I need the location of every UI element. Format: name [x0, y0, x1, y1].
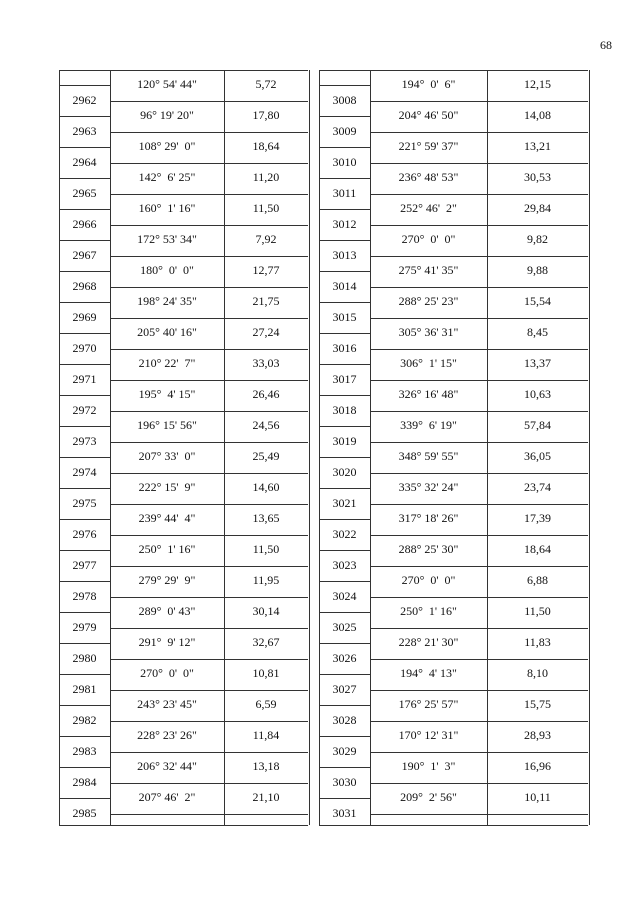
segment-length: 11,50 — [252, 542, 280, 556]
segment-length: 9,88 — [527, 263, 548, 277]
point-number: 3021 — [332, 496, 357, 510]
point-number: 3020 — [332, 465, 357, 479]
segment-length: 11,83 — [524, 635, 551, 649]
table-rule — [110, 504, 308, 505]
table-rule — [59, 147, 110, 148]
bearing-angle: 239° 44' 4" — [138, 511, 196, 525]
table-rule — [59, 825, 308, 826]
point-number: 2968 — [72, 279, 97, 293]
bearing-angle: 194° 4' 13" — [400, 666, 457, 680]
point-number: 3008 — [332, 93, 357, 107]
bearing-angle: 194° 0' 6" — [401, 77, 456, 91]
segment-length: 32,67 — [252, 635, 280, 649]
table-rule — [370, 628, 588, 629]
bearing-angle: 204° 46' 50" — [398, 108, 459, 122]
point-number: 3013 — [332, 248, 357, 262]
table-rule — [110, 225, 308, 226]
table-rule — [319, 705, 370, 706]
point-number: 2979 — [72, 620, 97, 634]
table-rule — [370, 597, 588, 598]
segment-length: 27,24 — [252, 325, 280, 339]
table-rule — [370, 256, 588, 257]
bearing-angle: 205° 40' 16" — [137, 325, 197, 339]
segment-length: 12,15 — [524, 77, 551, 91]
table-rule — [110, 101, 308, 102]
bearing-angle: 291° 9' 12" — [138, 635, 196, 649]
segment-length: 16,96 — [524, 759, 551, 773]
table-rule — [370, 101, 588, 102]
table-rule — [319, 581, 370, 582]
table-rule — [319, 426, 370, 427]
table-rule — [110, 566, 308, 567]
segment-length: 25,49 — [252, 449, 280, 463]
point-number: 3026 — [332, 651, 357, 665]
segment-length: 57,84 — [524, 418, 551, 432]
table-rule — [110, 597, 308, 598]
bearing-angle: 326° 16' 48" — [398, 387, 459, 401]
table-rule — [319, 798, 370, 799]
table-rule — [59, 116, 110, 117]
table-rule — [110, 814, 308, 815]
table-rule — [370, 349, 588, 350]
segment-length: 11,50 — [524, 604, 551, 618]
point-number: 2963 — [72, 124, 97, 138]
table-rule — [319, 333, 370, 334]
point-number: 2985 — [72, 806, 97, 820]
table-rule — [370, 287, 588, 288]
table-rule — [319, 147, 370, 148]
table-rule — [110, 287, 308, 288]
table-rule — [319, 612, 370, 613]
table-rule — [319, 643, 370, 644]
bearing-angle: 339° 6' 19" — [400, 418, 457, 432]
point-number: 2969 — [72, 310, 97, 324]
segment-length: 21,75 — [252, 294, 280, 308]
table-rule — [110, 194, 308, 195]
bearing-angle: 207° 33' 0" — [138, 449, 196, 463]
bearing-angle: 270° 0' 0" — [140, 666, 194, 680]
bearing-angle: 108° 29' 0" — [138, 139, 196, 153]
table-rule — [59, 302, 110, 303]
segment-length: 30,14 — [252, 604, 280, 618]
bearing-angle: 190° 1' 3" — [401, 759, 456, 773]
segment-length: 10,63 — [524, 387, 551, 401]
segment-length: 9,82 — [527, 232, 548, 246]
segment-length: 7,92 — [255, 232, 277, 246]
table-rule — [59, 178, 110, 179]
table-rule — [370, 721, 588, 722]
point-number: 2976 — [72, 527, 97, 541]
segment-length: 6,59 — [255, 697, 277, 711]
bearing-angle: 270° 0' 0" — [401, 232, 456, 246]
bearing-angle: 250° 1' 16" — [400, 604, 457, 618]
table-rule — [319, 488, 370, 489]
table-rule — [110, 380, 308, 381]
table-rule — [319, 457, 370, 458]
bearing-angle: 306° 1' 15" — [400, 356, 457, 370]
table-rule — [319, 550, 370, 551]
point-number: 3027 — [332, 682, 357, 696]
segment-length: 11,20 — [252, 170, 280, 184]
table-rule — [110, 752, 308, 753]
bearing-angle: 228° 23' 26" — [137, 728, 197, 742]
page-number: 68 — [600, 38, 612, 52]
segment-length: 24,56 — [252, 418, 280, 432]
table-rule — [59, 209, 110, 210]
table-rule — [370, 566, 588, 567]
segment-length: 6,88 — [527, 573, 548, 587]
point-number: 2978 — [72, 589, 97, 603]
table-rule — [110, 163, 308, 164]
segment-length: 18,64 — [524, 542, 551, 556]
bearing-angle: 120° 54' 44" — [137, 77, 197, 91]
table-rule — [110, 690, 308, 691]
bearing-angle: 195° 4' 15" — [138, 387, 196, 401]
point-number: 2964 — [72, 155, 97, 169]
segment-length: 21,10 — [252, 790, 280, 804]
table-rule — [110, 783, 308, 784]
table-rule — [370, 380, 588, 381]
table-rule — [59, 85, 110, 86]
table-rule — [319, 302, 370, 303]
table-rule — [370, 659, 588, 660]
point-number: 2966 — [72, 217, 97, 231]
point-number: 3028 — [332, 713, 357, 727]
point-number: 2981 — [72, 682, 97, 696]
point-number: 2977 — [72, 558, 97, 572]
bearing-angle: 172° 53' 34" — [137, 232, 197, 246]
bearing-angle: 317° 18' 26" — [398, 511, 459, 525]
bearing-angle: 348° 59' 55" — [398, 449, 459, 463]
bearing-angle: 206° 32' 44" — [137, 759, 197, 773]
point-number: 2965 — [72, 186, 97, 200]
table-rule — [110, 535, 308, 536]
bearing-angle: 222° 15' 9" — [138, 480, 196, 494]
bearing-angle: 170° 12' 31" — [398, 728, 459, 742]
table-rule — [59, 767, 110, 768]
bearing-angle: 250° 1' 16" — [138, 542, 196, 556]
point-number: 3022 — [332, 527, 357, 541]
table-rule — [370, 535, 588, 536]
table-rule — [370, 318, 588, 319]
table-rule — [59, 488, 110, 489]
segment-length: 36,05 — [524, 449, 551, 463]
segment-length: 13,21 — [524, 139, 551, 153]
table-rule — [370, 783, 588, 784]
point-number: 2974 — [72, 465, 97, 479]
table-rule — [110, 256, 308, 257]
table-rule — [319, 85, 370, 86]
bearing-angle: 160° 1' 16" — [138, 201, 196, 215]
segment-length: 11,95 — [252, 573, 280, 587]
segment-length: 14,08 — [524, 108, 551, 122]
point-number: 3014 — [332, 279, 357, 293]
table-rule — [59, 271, 110, 272]
table-rule — [319, 519, 370, 520]
segment-length: 26,46 — [252, 387, 280, 401]
bearing-angle: 288° 25' 23" — [398, 294, 459, 308]
table-rule — [59, 519, 110, 520]
point-number: 2967 — [72, 248, 97, 262]
point-number: 3030 — [332, 775, 357, 789]
segment-length: 17,80 — [252, 108, 280, 122]
table-rule — [370, 411, 588, 412]
table-rule — [370, 473, 588, 474]
bearing-angle: 252° 46' 2" — [400, 201, 457, 215]
segment-length: 12,77 — [252, 263, 280, 277]
table-rule — [110, 132, 308, 133]
point-number: 3011 — [332, 186, 357, 200]
bearing-angle: 275° 41' 35" — [398, 263, 459, 277]
table-rule — [59, 240, 110, 241]
segment-length: 11,50 — [252, 201, 280, 215]
table-rule — [370, 752, 588, 753]
point-number: 2982 — [72, 713, 97, 727]
point-number: 3017 — [332, 372, 357, 386]
point-number: 3018 — [332, 403, 357, 417]
table-rule — [110, 628, 308, 629]
bearing-angle: 198° 24' 35" — [137, 294, 197, 308]
bearing-angle: 335° 32' 24" — [398, 480, 459, 494]
table-rule — [319, 395, 370, 396]
bearing-angle: 207° 46' 2" — [138, 790, 196, 804]
table-rule — [319, 209, 370, 210]
point-number: 3023 — [332, 558, 357, 572]
bearing-angle: 96° 19' 20" — [140, 108, 194, 122]
table-rule — [59, 736, 110, 737]
table-rule — [319, 674, 370, 675]
table-rule — [59, 674, 110, 675]
table-rule — [110, 721, 308, 722]
segment-length: 10,11 — [524, 790, 551, 804]
bearing-angle: 243° 23' 45" — [137, 697, 197, 711]
segment-length: 15,54 — [524, 294, 551, 308]
table-rule — [370, 225, 588, 226]
point-number: 3016 — [332, 341, 357, 355]
segment-length: 29,84 — [524, 201, 551, 215]
bearing-angle: 210° 22' 7" — [138, 356, 196, 370]
segment-length: 23,74 — [524, 480, 551, 494]
table-rule — [370, 163, 588, 164]
table-rule — [110, 318, 308, 319]
point-number: 2980 — [72, 651, 97, 665]
bearing-angle: 288° 25' 30" — [398, 542, 459, 556]
table-rule — [110, 411, 308, 412]
table-rule — [59, 364, 110, 365]
segment-length: 15,75 — [524, 697, 551, 711]
bearing-angle: 270° 0' 0" — [401, 573, 456, 587]
point-number: 3029 — [332, 744, 357, 758]
table-rule — [59, 798, 110, 799]
table-rule — [319, 364, 370, 365]
bearing-angle: 196° 15' 56" — [137, 418, 197, 432]
point-number: 2984 — [72, 775, 97, 789]
table-rule — [110, 442, 308, 443]
table-rule — [319, 70, 588, 71]
bearing-angle: 176° 25' 57" — [398, 697, 459, 711]
table-rule — [319, 736, 370, 737]
point-number: 2971 — [72, 372, 97, 386]
table-rule — [370, 442, 588, 443]
segment-length: 14,60 — [252, 480, 280, 494]
segment-length: 11,84 — [252, 728, 280, 742]
table-rule — [110, 349, 308, 350]
bearing-angle: 180° 0' 0" — [140, 263, 194, 277]
table-rule — [319, 116, 370, 117]
point-number: 3015 — [332, 310, 357, 324]
table-rule — [370, 194, 588, 195]
point-number: 3009 — [332, 124, 357, 138]
table-rule — [319, 240, 370, 241]
table-rule — [59, 612, 110, 613]
table-rule — [319, 271, 370, 272]
table-rule — [370, 814, 588, 815]
table-rule — [59, 457, 110, 458]
point-number: 2972 — [72, 403, 97, 417]
table-rule — [370, 132, 588, 133]
point-number: 3012 — [332, 217, 357, 231]
table-rule — [319, 767, 370, 768]
point-number: 2975 — [72, 496, 97, 510]
segment-length: 5,72 — [255, 77, 277, 91]
segment-length: 30,53 — [524, 170, 551, 184]
segment-length: 10,81 — [252, 666, 280, 680]
bearing-angle: 305° 36' 31" — [398, 325, 459, 339]
bearing-angle: 236° 48' 53" — [398, 170, 459, 184]
point-number: 3031 — [332, 806, 357, 820]
table-rule — [59, 333, 110, 334]
table-rule — [319, 825, 588, 826]
segment-length: 13,18 — [252, 759, 280, 773]
table-rule — [319, 178, 370, 179]
segment-length: 33,03 — [252, 356, 280, 370]
segment-length: 28,93 — [524, 728, 551, 742]
segment-length: 17,39 — [524, 511, 551, 525]
point-number: 3024 — [332, 589, 357, 603]
table-rule — [370, 504, 588, 505]
table-rule — [59, 70, 308, 71]
point-number: 2962 — [72, 93, 97, 107]
point-number: 2970 — [72, 341, 97, 355]
table-rule — [370, 690, 588, 691]
segment-length: 13,65 — [252, 511, 280, 525]
bearing-angle: 221° 59' 37" — [398, 139, 459, 153]
point-number: 3010 — [332, 155, 357, 169]
point-number: 2973 — [72, 434, 97, 448]
bearing-angle: 289° 0' 43" — [138, 604, 196, 618]
bearing-angle: 209° 2' 56" — [400, 790, 457, 804]
bearing-angle: 142° 6' 25" — [138, 170, 196, 184]
segment-length: 13,37 — [524, 356, 551, 370]
table-rule — [59, 426, 110, 427]
table-rule — [59, 705, 110, 706]
point-number: 2983 — [72, 744, 97, 758]
point-number: 3019 — [332, 434, 357, 448]
table-rule — [59, 550, 110, 551]
table-rule — [110, 659, 308, 660]
segment-length: 8,10 — [527, 666, 548, 680]
bearing-angle: 279° 29' 9" — [138, 573, 196, 587]
table-rule — [59, 581, 110, 582]
bearing-angle: 228° 21' 30" — [398, 635, 459, 649]
table-rule — [59, 643, 110, 644]
table-rule — [59, 395, 110, 396]
segment-length: 8,45 — [527, 325, 548, 339]
segment-length: 18,64 — [252, 139, 280, 153]
table-rule — [110, 473, 308, 474]
point-number: 3025 — [332, 620, 357, 634]
